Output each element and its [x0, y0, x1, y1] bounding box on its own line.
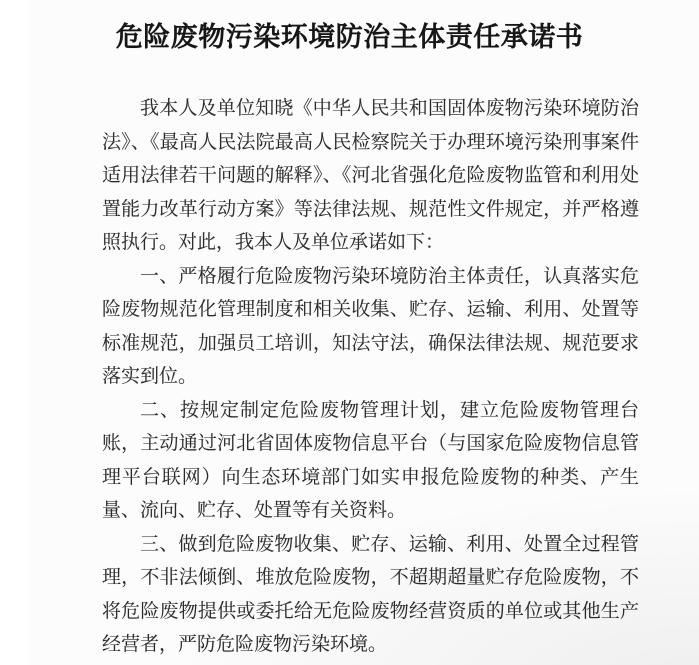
- paragraph-intro: 我本人及单位知晓《中华人民共和国固体废物污染环境防治法》、《最高人民法院最高人民检察院关于办理环境污染刑事案件适用法律若干问题的解释》、《河北省强化危险废物监管和利用处置能力改革行动方案》等法律法规、规范性文件规定，并严格遵照执行。对此，我本人及单位承诺如下：: [102, 98, 639, 253]
- paragraph-item-2: 二、按规定制定危险废物管理计划，建立危险废物管理台账，主动通过河北省固体废物信息平台（与国家危险废物信息管理平台联网）向生态环境部门如实申报危险废物的种类、产生量、流向、贮存、处置等有关资料。: [102, 399, 639, 521]
- paragraph-item-3: 三、做到危险废物收集、贮存、运输、利用、处置全过程管理，不非法倾倒、堆放危险废物，不超期超量贮存危险废物，不将危险废物提供或委托给无危险废物经营资质的单位或其他生产经营者，严防危险废物污染环境。: [102, 533, 639, 655]
- document-title: 危险废物污染环境防治主体责任承诺书: [115, 22, 584, 52]
- paragraph-item-1: 一、严格履行危险废物污染环境防治主体责任，认真落实危险废物规范化管理制度和相关收集、贮存、运输、利用、处置等标准规范，加强员工培训，知法守法，确保法律法规、规范要求落实到位。: [102, 265, 639, 387]
- document-body: [102, 92, 639, 662]
